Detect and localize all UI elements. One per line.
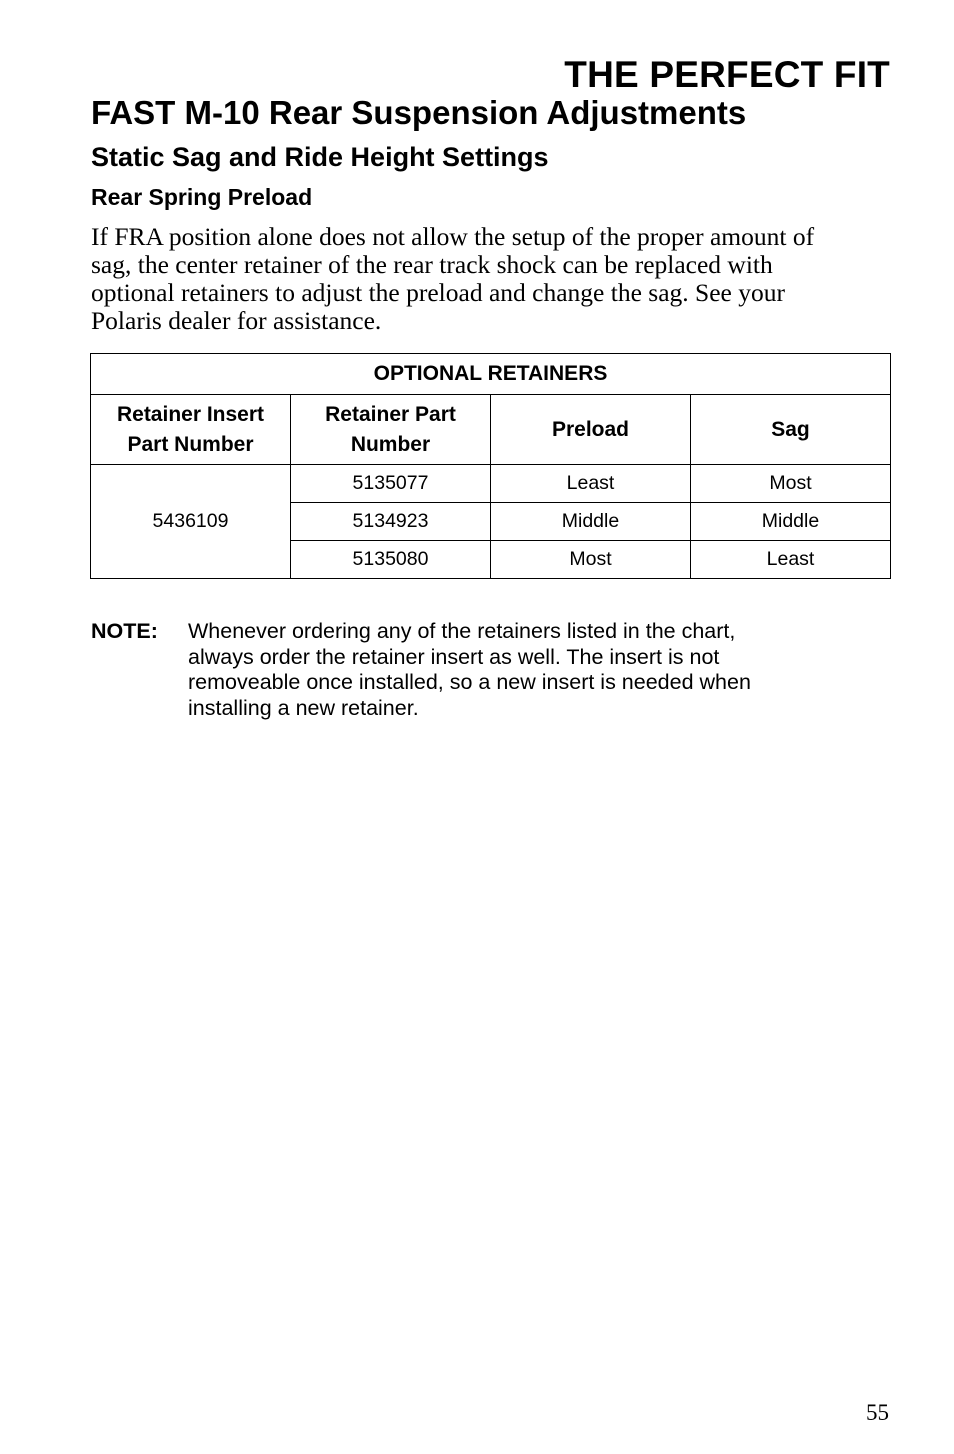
- table-header-row: [91, 395, 891, 465]
- paragraph-line: optional retainers to adjust the preload and change the sag. See your: [91, 278, 785, 307]
- note-line: installing a new retainer.: [188, 695, 419, 720]
- sag-cell: Least: [691, 541, 891, 579]
- paragraph-line: If FRA position alone does not allow the setup of the proper amount of: [91, 222, 815, 251]
- table-title-row: [91, 354, 891, 395]
- page-number: 55: [866, 1400, 889, 1425]
- column-header-line: Retainer Part: [325, 402, 456, 426]
- note-label: NOTE:: [91, 619, 158, 643]
- preload-cell: Least: [491, 465, 691, 503]
- preload-cell: Middle: [491, 503, 691, 541]
- chapter-title: THE PERFECT FIT: [564, 54, 890, 95]
- preload-cell: Most: [491, 541, 691, 579]
- intro-paragraph: [91, 223, 891, 335]
- column-header-insert-part-number: [91, 395, 291, 465]
- sag-cell: Middle: [691, 503, 891, 541]
- section-subtitle: Static Sag and Ride Height Settings: [91, 142, 549, 172]
- retainer-part-cell: 5134923: [291, 503, 491, 541]
- column-header-sag: Sag: [691, 395, 891, 465]
- insert-part-number-cell: 5436109: [91, 465, 291, 579]
- table-title: OPTIONAL RETAINERS: [91, 354, 891, 395]
- retainer-part-cell: 5135077: [291, 465, 491, 503]
- note-text: [188, 619, 891, 721]
- subsection-heading: Rear Spring Preload: [91, 184, 313, 210]
- paragraph-line: Polaris dealer for assistance.: [91, 306, 382, 335]
- table-row: [91, 465, 891, 503]
- column-header-line: Retainer Insert: [116, 402, 265, 426]
- optional-retainers-table: [90, 353, 891, 579]
- column-header-preload: Preload: [491, 395, 691, 465]
- note-line: Whenever ordering any of the retainers listed in the chart,: [188, 619, 736, 643]
- section-title: FAST M-10 Rear Suspension Adjustments: [91, 94, 747, 131]
- sag-cell: Most: [691, 465, 891, 503]
- column-header-retainer-part-number: [291, 395, 491, 465]
- note-line: always order the retainer insert as well. The insert is not: [188, 644, 720, 669]
- note-block: [91, 619, 891, 721]
- column-header-line: Number: [350, 432, 431, 456]
- paragraph-line: sag, the center retainer of the rear track shock can be replaced with: [91, 250, 773, 279]
- column-header-line: Part Number: [127, 432, 254, 456]
- retainer-part-cell: 5135080: [291, 541, 491, 579]
- note-line: removeable once installed, so a new insert is needed when: [188, 670, 751, 694]
